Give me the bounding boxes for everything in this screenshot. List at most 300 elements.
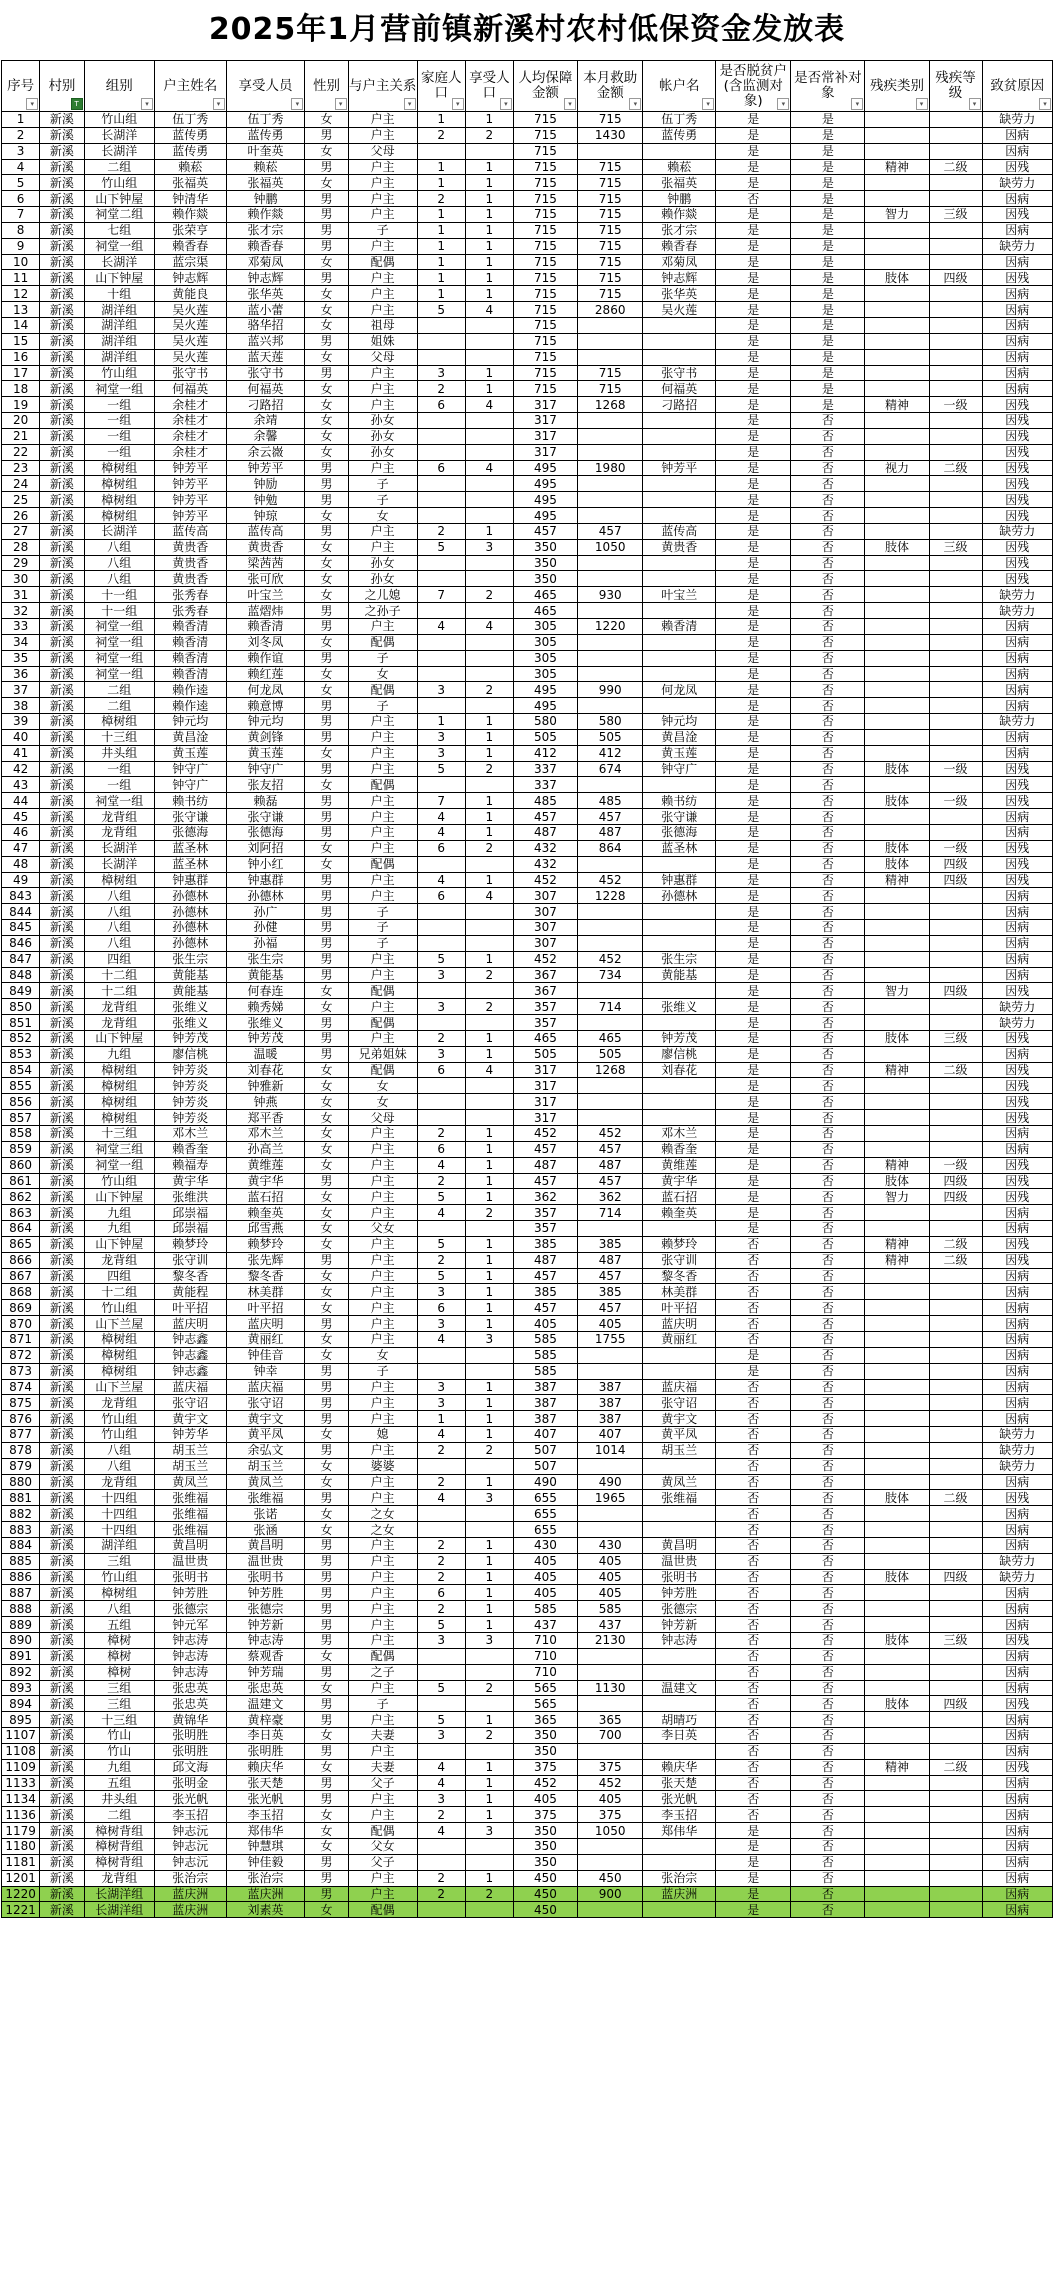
col-gender-cell[interactable]: 男 — [305, 1363, 348, 1379]
col-poverty-exit-cell[interactable]: 是 — [716, 888, 791, 904]
col-account-cell[interactable]: 钟芳平 — [643, 460, 716, 476]
col-account-cell[interactable]: 林美群 — [643, 1284, 716, 1300]
col-regular-cell[interactable]: 是 — [791, 175, 865, 191]
col-family-size-cell[interactable]: 6 — [417, 888, 465, 904]
col-disability-type-cell[interactable] — [865, 112, 929, 128]
col-family-size-cell[interactable]: 5 — [417, 1680, 465, 1696]
col-cause-cell[interactable]: 因残 — [982, 1157, 1052, 1173]
col-disability-type-cell[interactable] — [865, 824, 929, 840]
col-head-cell[interactable]: 钟芳炎 — [154, 1094, 226, 1110]
col-disability-level-cell[interactable]: 四级 — [929, 270, 982, 286]
col-group-cell[interactable]: 长湖洋 — [84, 523, 154, 539]
col-per-capita-cell[interactable]: 485 — [513, 793, 577, 809]
col-group-cell[interactable]: 八组 — [84, 920, 154, 936]
col-recipient-cell[interactable]: 赖意博 — [226, 698, 305, 714]
col-benefit-count-cell[interactable]: 2 — [465, 1680, 513, 1696]
col-benefit-count-cell[interactable]: 1 — [465, 207, 513, 223]
col-family-size-cell[interactable]: 6 — [417, 1300, 465, 1316]
col-group-cell[interactable]: 四组 — [84, 1268, 154, 1284]
col-group-cell[interactable]: 八组 — [84, 571, 154, 587]
col-group-cell[interactable]: 竹山组 — [84, 1300, 154, 1316]
col-disability-type-cell[interactable]: 智力 — [865, 983, 929, 999]
col-group-cell[interactable]: 祠堂一组 — [84, 793, 154, 809]
col-village-cell[interactable]: 新溪 — [40, 460, 84, 476]
col-cause-cell[interactable]: 因病 — [982, 809, 1052, 825]
col-per-capita-cell[interactable]: 407 — [513, 1427, 577, 1443]
col-head-cell[interactable]: 赖梦玲 — [154, 1236, 226, 1252]
col-disability-type-cell[interactable] — [865, 698, 929, 714]
col-disability-level-cell[interactable]: 二级 — [929, 1252, 982, 1268]
col-family-size-cell[interactable] — [417, 1696, 465, 1712]
col-regular-cell[interactable]: 否 — [791, 1585, 865, 1601]
col-account-cell[interactable] — [643, 1110, 716, 1126]
col-disability-level-cell[interactable] — [929, 1411, 982, 1427]
col-account-cell[interactable]: 叶平招 — [643, 1300, 716, 1316]
col-village-cell[interactable]: 新溪 — [40, 175, 84, 191]
col-benefit-count-cell[interactable]: 2 — [465, 967, 513, 983]
col-village-cell[interactable]: 新溪 — [40, 1284, 84, 1300]
col-village-cell[interactable]: 新溪 — [40, 1823, 84, 1839]
col-benefit-count-cell[interactable] — [465, 1015, 513, 1031]
col-disability-level-cell[interactable] — [929, 444, 982, 460]
col-regular-cell[interactable]: 是 — [791, 270, 865, 286]
col-disability-level-cell[interactable] — [929, 1823, 982, 1839]
col-gender-cell[interactable]: 男 — [305, 1712, 348, 1728]
col-family-size-cell[interactable]: 3 — [417, 1379, 465, 1395]
col-family-size-cell[interactable]: 3 — [417, 682, 465, 698]
col-monthly-amount-cell[interactable]: 715 — [578, 254, 643, 270]
col-group-cell[interactable]: 五组 — [84, 1617, 154, 1633]
col-regular-cell[interactable]: 否 — [791, 1854, 865, 1870]
col-disability-level-cell[interactable] — [929, 302, 982, 318]
col-cause-cell[interactable]: 因病 — [982, 381, 1052, 397]
col-disability-type-cell[interactable] — [865, 1648, 929, 1664]
col-per-capita-cell[interactable]: 715 — [513, 365, 577, 381]
col-regular-cell[interactable]: 否 — [791, 1126, 865, 1142]
col-benefit-count-cell[interactable]: 4 — [465, 1062, 513, 1078]
col-cause-cell[interactable]: 因病 — [982, 1316, 1052, 1332]
col-regular-cell[interactable]: 否 — [791, 571, 865, 587]
col-monthly-amount-cell[interactable]: 715 — [578, 207, 643, 223]
col-benefit-count-cell[interactable]: 1 — [465, 793, 513, 809]
col-monthly-amount-cell[interactable]: 465 — [578, 1030, 643, 1046]
col-village-cell[interactable]: 新溪 — [40, 1569, 84, 1585]
col-account-cell[interactable]: 钟惠群 — [643, 872, 716, 888]
col-village-cell[interactable]: 新溪 — [40, 1522, 84, 1538]
col-family-size-cell[interactable]: 4 — [417, 1331, 465, 1347]
col-recipient-cell[interactable]: 黄梓豪 — [226, 1712, 305, 1728]
col-account-cell[interactable]: 胡玉兰 — [643, 1442, 716, 1458]
col-gender-cell[interactable]: 女 — [305, 1331, 348, 1347]
col-monthly-amount-cell[interactable] — [578, 1458, 643, 1474]
col-head-cell[interactable]: 张荣亨 — [154, 222, 226, 238]
col-disability-type-cell[interactable] — [865, 1379, 929, 1395]
col-per-capita-cell[interactable]: 365 — [513, 1712, 577, 1728]
col-cause-cell[interactable]: 因残 — [982, 1110, 1052, 1126]
col-monthly-amount-cell[interactable]: 375 — [578, 1807, 643, 1823]
col-benefit-count-cell[interactable] — [465, 444, 513, 460]
col-recipient-cell[interactable]: 何春连 — [226, 983, 305, 999]
col-account-cell[interactable] — [643, 1015, 716, 1031]
col-relation-cell[interactable]: 女 — [348, 1094, 417, 1110]
col-seq-cell[interactable]: 24 — [2, 476, 40, 492]
col-head-cell[interactable]: 钟芳炎 — [154, 1062, 226, 1078]
col-village-cell[interactable]: 新溪 — [40, 935, 84, 951]
col-recipient-cell[interactable]: 蓝天莲 — [226, 349, 305, 365]
col-monthly-amount-cell[interactable] — [578, 1838, 643, 1854]
col-benefit-count-cell[interactable]: 3 — [465, 1823, 513, 1839]
col-relation-cell[interactable]: 户主 — [348, 1189, 417, 1205]
col-disability-type-cell[interactable] — [865, 444, 929, 460]
col-relation-cell[interactable]: 户主 — [348, 381, 417, 397]
col-poverty-exit-cell[interactable]: 否 — [716, 1617, 791, 1633]
col-benefit-count-cell[interactable]: 3 — [465, 1633, 513, 1649]
col-family-size-cell[interactable] — [417, 1902, 465, 1918]
col-seq-cell[interactable]: 854 — [2, 1062, 40, 1078]
col-village-cell[interactable]: 新溪 — [40, 127, 84, 143]
col-seq-cell[interactable]: 868 — [2, 1284, 40, 1300]
col-per-capita-cell[interactable]: 412 — [513, 745, 577, 761]
col-account-cell[interactable]: 黄凤兰 — [643, 1474, 716, 1490]
col-account-cell[interactable]: 赖奎英 — [643, 1205, 716, 1221]
col-benefit-count-cell[interactable]: 2 — [465, 761, 513, 777]
col-relation-cell[interactable]: 户主 — [348, 840, 417, 856]
col-disability-type-cell[interactable]: 肢体 — [865, 1030, 929, 1046]
col-account-cell[interactable]: 李玉招 — [643, 1807, 716, 1823]
col-cause-cell[interactable]: 因病 — [982, 1379, 1052, 1395]
col-cause-cell[interactable]: 因病 — [982, 824, 1052, 840]
col-group-cell[interactable]: 九组 — [84, 1221, 154, 1237]
col-disability-type-cell[interactable] — [865, 1791, 929, 1807]
col-seq-cell[interactable]: 10 — [2, 254, 40, 270]
col-group-cell[interactable]: 祠堂二组 — [84, 207, 154, 223]
col-village-cell[interactable]: 新溪 — [40, 777, 84, 793]
col-regular-cell[interactable]: 否 — [791, 1078, 865, 1094]
col-village-cell[interactable]: 新溪 — [40, 1094, 84, 1110]
col-per-capita-cell[interactable]: 317 — [513, 1062, 577, 1078]
filter-dropdown-icon[interactable]: ▾ — [213, 98, 225, 110]
col-group-cell[interactable]: 三组 — [84, 1696, 154, 1712]
col-seq-cell[interactable]: 883 — [2, 1522, 40, 1538]
col-family-size-cell[interactable] — [417, 508, 465, 524]
col-group-cell[interactable]: 祠堂一组 — [84, 381, 154, 397]
col-recipient-cell[interactable]: 钟芳胜 — [226, 1585, 305, 1601]
col-poverty-exit-cell[interactable]: 是 — [716, 587, 791, 603]
col-disability-type-cell[interactable] — [865, 1363, 929, 1379]
col-village-cell[interactable]: 新溪 — [40, 365, 84, 381]
col-village-cell[interactable]: 新溪 — [40, 1728, 84, 1744]
col-group-cell[interactable]: 樟树 — [84, 1664, 154, 1680]
col-seq-cell[interactable]: 887 — [2, 1585, 40, 1601]
col-disability-type-cell[interactable] — [865, 904, 929, 920]
col-recipient-cell[interactable]: 赖秀娣 — [226, 999, 305, 1015]
col-benefit-count-cell[interactable]: 1 — [465, 112, 513, 128]
col-relation-cell[interactable]: 户主 — [348, 302, 417, 318]
col-account-cell[interactable]: 赖书纺 — [643, 793, 716, 809]
col-group-cell[interactable]: 湖洋组 — [84, 317, 154, 333]
col-family-size-cell[interactable]: 1 — [417, 714, 465, 730]
col-poverty-exit-cell[interactable]: 否 — [716, 1236, 791, 1252]
col-benefit-count-cell[interactable] — [465, 1078, 513, 1094]
col-seq-cell[interactable]: 858 — [2, 1126, 40, 1142]
col-seq-cell[interactable]: 866 — [2, 1252, 40, 1268]
col-head-cell[interactable]: 吴火莲 — [154, 349, 226, 365]
col-cause-cell[interactable]: 因病 — [982, 935, 1052, 951]
col-disability-level-cell[interactable]: 三级 — [929, 207, 982, 223]
col-monthly-amount-cell[interactable]: 452 — [578, 951, 643, 967]
col-recipient-cell[interactable]: 钟志涛 — [226, 1633, 305, 1649]
col-benefit-count-cell[interactable]: 1 — [465, 1126, 513, 1142]
col-group-cell[interactable]: 长湖洋 — [84, 127, 154, 143]
col-disability-level-cell[interactable] — [929, 1284, 982, 1300]
col-monthly-amount-cell[interactable] — [578, 508, 643, 524]
col-head-cell[interactable]: 钟守广 — [154, 777, 226, 793]
col-disability-level-cell[interactable] — [929, 1854, 982, 1870]
col-relation-cell[interactable]: 户主 — [348, 1791, 417, 1807]
col-head-cell[interactable]: 蓝传勇 — [154, 127, 226, 143]
col-cause-cell[interactable]: 因病 — [982, 1347, 1052, 1363]
col-village-cell[interactable]: 新溪 — [40, 745, 84, 761]
col-head-cell[interactable]: 廖信桃 — [154, 1046, 226, 1062]
col-account-cell[interactable]: 黄维莲 — [643, 1157, 716, 1173]
col-relation-cell[interactable]: 户主 — [348, 1379, 417, 1395]
col-group-cell[interactable]: 山下钟屋 — [84, 1189, 154, 1205]
col-relation-cell[interactable]: 女 — [348, 508, 417, 524]
col-recipient-cell[interactable]: 叶奎英 — [226, 143, 305, 159]
col-family-size-cell[interactable]: 3 — [417, 1046, 465, 1062]
col-monthly-amount-cell[interactable] — [578, 1110, 643, 1126]
col-recipient-cell[interactable]: 刘素英 — [226, 1902, 305, 1918]
col-family-size-cell[interactable]: 7 — [417, 793, 465, 809]
col-poverty-exit-cell[interactable]: 是 — [716, 1141, 791, 1157]
col-disability-type-cell[interactable] — [865, 1506, 929, 1522]
col-group-cell[interactable]: 樟树背组 — [84, 1838, 154, 1854]
col-benefit-count-cell[interactable]: 1 — [465, 1030, 513, 1046]
col-account-cell[interactable] — [643, 1347, 716, 1363]
col-disability-level-cell[interactable] — [929, 1205, 982, 1221]
col-village-cell[interactable]: 新溪 — [40, 1633, 84, 1649]
col-family-size-cell[interactable]: 6 — [417, 460, 465, 476]
col-seq-cell[interactable]: 41 — [2, 745, 40, 761]
col-poverty-exit-cell[interactable]: 是 — [716, 1347, 791, 1363]
col-gender-header[interactable] — [305, 61, 348, 112]
col-head-cell[interactable]: 钟志沅 — [154, 1838, 226, 1854]
col-poverty-exit-cell[interactable]: 是 — [716, 222, 791, 238]
col-benefit-count-cell[interactable]: 1 — [465, 1300, 513, 1316]
col-seq-cell[interactable]: 1133 — [2, 1775, 40, 1791]
col-benefit-count-cell[interactable]: 1 — [465, 809, 513, 825]
col-relation-cell[interactable]: 户主 — [348, 1680, 417, 1696]
col-group-cell[interactable]: 八组 — [84, 888, 154, 904]
col-seq-cell[interactable]: 853 — [2, 1046, 40, 1062]
col-village-cell[interactable]: 新溪 — [40, 555, 84, 571]
col-head-cell[interactable]: 钟守广 — [154, 761, 226, 777]
col-regular-cell[interactable]: 否 — [791, 1110, 865, 1126]
col-benefit-count-cell[interactable]: 1 — [465, 523, 513, 539]
col-village-cell[interactable]: 新溪 — [40, 809, 84, 825]
col-regular-cell[interactable]: 否 — [791, 1062, 865, 1078]
col-seq-cell[interactable]: 39 — [2, 714, 40, 730]
col-per-capita-cell[interactable]: 405 — [513, 1316, 577, 1332]
col-poverty-exit-cell[interactable]: 是 — [716, 1902, 791, 1918]
col-disability-level-cell[interactable] — [929, 349, 982, 365]
col-monthly-amount-cell[interactable]: 900 — [578, 1886, 643, 1902]
col-account-cell[interactable] — [643, 1221, 716, 1237]
col-relation-cell[interactable]: 子 — [348, 1363, 417, 1379]
col-monthly-amount-cell[interactable]: 457 — [578, 523, 643, 539]
col-account-cell[interactable]: 叶宝兰 — [643, 587, 716, 603]
col-cause-cell[interactable]: 因病 — [982, 1648, 1052, 1664]
col-per-capita-cell[interactable]: 495 — [513, 460, 577, 476]
col-village-cell[interactable]: 新溪 — [40, 1110, 84, 1126]
col-account-cell[interactable]: 钟芳茂 — [643, 1030, 716, 1046]
col-recipient-cell[interactable]: 黄宇文 — [226, 1411, 305, 1427]
col-cause-cell[interactable]: 因残 — [982, 508, 1052, 524]
col-recipient-cell[interactable]: 赖香清 — [226, 619, 305, 635]
col-gender-cell[interactable]: 男 — [305, 1173, 348, 1189]
col-benefit-count-cell[interactable] — [465, 777, 513, 793]
col-relation-cell[interactable]: 父母 — [348, 1110, 417, 1126]
col-per-capita-cell[interactable]: 495 — [513, 492, 577, 508]
col-seq-cell[interactable]: 4 — [2, 159, 40, 175]
col-group-cell[interactable]: 八组 — [84, 1601, 154, 1617]
filter-dropdown-icon[interactable]: ▾ — [141, 98, 153, 110]
col-monthly-amount-cell[interactable]: 387 — [578, 1411, 643, 1427]
col-relation-cell[interactable]: 配偶 — [348, 1648, 417, 1664]
col-account-cell[interactable]: 吴火莲 — [643, 302, 716, 318]
col-disability-type-cell[interactable] — [865, 175, 929, 191]
col-disability-type-cell[interactable] — [865, 1442, 929, 1458]
col-monthly-amount-cell[interactable]: 714 — [578, 1205, 643, 1221]
col-village-cell[interactable]: 新溪 — [40, 1411, 84, 1427]
col-group-cell[interactable]: 一组 — [84, 413, 154, 429]
col-monthly-amount-cell[interactable] — [578, 1015, 643, 1031]
col-seq-cell[interactable]: 44 — [2, 793, 40, 809]
col-village-cell[interactable]: 新溪 — [40, 1363, 84, 1379]
col-head-cell[interactable]: 黎冬香 — [154, 1268, 226, 1284]
col-gender-cell[interactable]: 男 — [305, 1490, 348, 1506]
col-disability-level-cell[interactable]: 一级 — [929, 397, 982, 413]
col-per-capita-cell[interactable]: 350 — [513, 1743, 577, 1759]
col-group-cell[interactable]: 樟树组 — [84, 460, 154, 476]
col-family-size-cell[interactable]: 3 — [417, 745, 465, 761]
col-gender-cell[interactable]: 女 — [305, 413, 348, 429]
col-account-cell[interactable]: 蓝传高 — [643, 523, 716, 539]
col-cause-cell[interactable]: 因病 — [982, 317, 1052, 333]
col-disability-type-cell[interactable]: 肢体 — [865, 1173, 929, 1189]
col-regular-cell[interactable]: 否 — [791, 1300, 865, 1316]
col-monthly-amount-cell[interactable]: 385 — [578, 1284, 643, 1300]
col-recipient-cell[interactable]: 黄宇华 — [226, 1173, 305, 1189]
col-monthly-amount-cell[interactable]: 715 — [578, 191, 643, 207]
col-head-cell[interactable]: 钟芳茂 — [154, 1030, 226, 1046]
col-poverty-exit-cell[interactable]: 否 — [716, 1268, 791, 1284]
col-regular-cell[interactable]: 否 — [791, 1379, 865, 1395]
col-group-cell[interactable]: 山下钟屋 — [84, 1236, 154, 1252]
col-regular-cell[interactable]: 否 — [791, 1664, 865, 1680]
col-poverty-exit-cell[interactable]: 是 — [716, 413, 791, 429]
col-recipient-cell[interactable]: 刘阿招 — [226, 840, 305, 856]
col-group-cell[interactable]: 十组 — [84, 286, 154, 302]
col-gender-cell[interactable]: 男 — [305, 1886, 348, 1902]
filter-dropdown-icon[interactable]: ▾ — [702, 98, 714, 110]
col-seq-cell[interactable]: 33 — [2, 619, 40, 635]
col-disability-level-cell[interactable] — [929, 587, 982, 603]
col-family-size-cell[interactable]: 2 — [417, 1553, 465, 1569]
col-family-size-cell[interactable] — [417, 317, 465, 333]
col-disability-type-cell[interactable] — [865, 1601, 929, 1617]
col-cause-cell[interactable]: 缺劳力 — [982, 1553, 1052, 1569]
col-poverty-exit-cell[interactable]: 是 — [716, 476, 791, 492]
col-seq-cell[interactable]: 14 — [2, 317, 40, 333]
col-head-cell[interactable]: 黄能基 — [154, 983, 226, 999]
col-poverty-exit-cell[interactable]: 否 — [716, 1791, 791, 1807]
col-gender-cell[interactable]: 男 — [305, 904, 348, 920]
col-group-cell[interactable]: 十二组 — [84, 967, 154, 983]
col-family-size-cell[interactable] — [417, 1838, 465, 1854]
col-gender-cell[interactable]: 男 — [305, 1569, 348, 1585]
col-seq-cell[interactable]: 47 — [2, 840, 40, 856]
col-head-cell[interactable]: 黄能良 — [154, 286, 226, 302]
col-relation-cell[interactable]: 配偶 — [348, 1902, 417, 1918]
col-regular-cell[interactable]: 否 — [791, 619, 865, 635]
col-per-capita-cell[interactable]: 367 — [513, 967, 577, 983]
col-relation-cell[interactable]: 子 — [348, 935, 417, 951]
col-regular-cell[interactable]: 否 — [791, 1601, 865, 1617]
col-family-size-cell[interactable]: 1 — [417, 207, 465, 223]
col-gender-cell[interactable]: 女 — [305, 1680, 348, 1696]
col-gender-cell[interactable]: 男 — [305, 1743, 348, 1759]
col-per-capita-cell[interactable]: 715 — [513, 254, 577, 270]
col-account-cell[interactable]: 钟元均 — [643, 714, 716, 730]
col-per-capita-cell[interactable]: 495 — [513, 682, 577, 698]
col-disability-type-cell[interactable] — [865, 1300, 929, 1316]
col-family-size-cell[interactable] — [417, 413, 465, 429]
col-cause-cell[interactable]: 因病 — [982, 1743, 1052, 1759]
col-benefit-count-cell[interactable]: 2 — [465, 1442, 513, 1458]
col-group-cell[interactable]: 十二组 — [84, 983, 154, 999]
col-per-capita-cell[interactable]: 337 — [513, 761, 577, 777]
col-per-capita-cell[interactable]: 715 — [513, 112, 577, 128]
col-account-cell[interactable] — [643, 904, 716, 920]
col-disability-type-cell[interactable]: 肢体 — [865, 1633, 929, 1649]
col-benefit-count-cell[interactable]: 1 — [465, 1791, 513, 1807]
col-head-cell[interactable]: 钟志辉 — [154, 270, 226, 286]
col-disability-level-cell[interactable] — [929, 365, 982, 381]
col-disability-type-cell[interactable] — [865, 1395, 929, 1411]
filter-dropdown-icon[interactable]: ▾ — [564, 98, 576, 110]
col-benefit-count-cell[interactable]: 1 — [465, 1427, 513, 1443]
col-account-cell[interactable]: 孙德林 — [643, 888, 716, 904]
col-account-cell[interactable]: 赖菘 — [643, 159, 716, 175]
col-gender-cell[interactable]: 男 — [305, 476, 348, 492]
col-gender-cell[interactable]: 女 — [305, 508, 348, 524]
col-village-cell[interactable]: 新溪 — [40, 1854, 84, 1870]
col-poverty-exit-cell[interactable]: 是 — [716, 286, 791, 302]
col-poverty-exit-cell[interactable]: 是 — [716, 175, 791, 191]
col-gender-cell[interactable]: 男 — [305, 1252, 348, 1268]
col-relation-cell[interactable]: 户主 — [348, 175, 417, 191]
col-gender-cell[interactable]: 女 — [305, 1427, 348, 1443]
col-benefit-count-cell[interactable]: 4 — [465, 397, 513, 413]
col-relation-cell[interactable]: 户主 — [348, 1411, 417, 1427]
col-account-cell[interactable]: 温世贵 — [643, 1553, 716, 1569]
col-seq-cell[interactable]: 1179 — [2, 1823, 40, 1839]
col-poverty-exit-cell[interactable]: 是 — [716, 127, 791, 143]
col-per-capita-cell[interactable]: 565 — [513, 1696, 577, 1712]
col-seq-cell[interactable]: 875 — [2, 1395, 40, 1411]
col-disability-level-cell[interactable] — [929, 1537, 982, 1553]
